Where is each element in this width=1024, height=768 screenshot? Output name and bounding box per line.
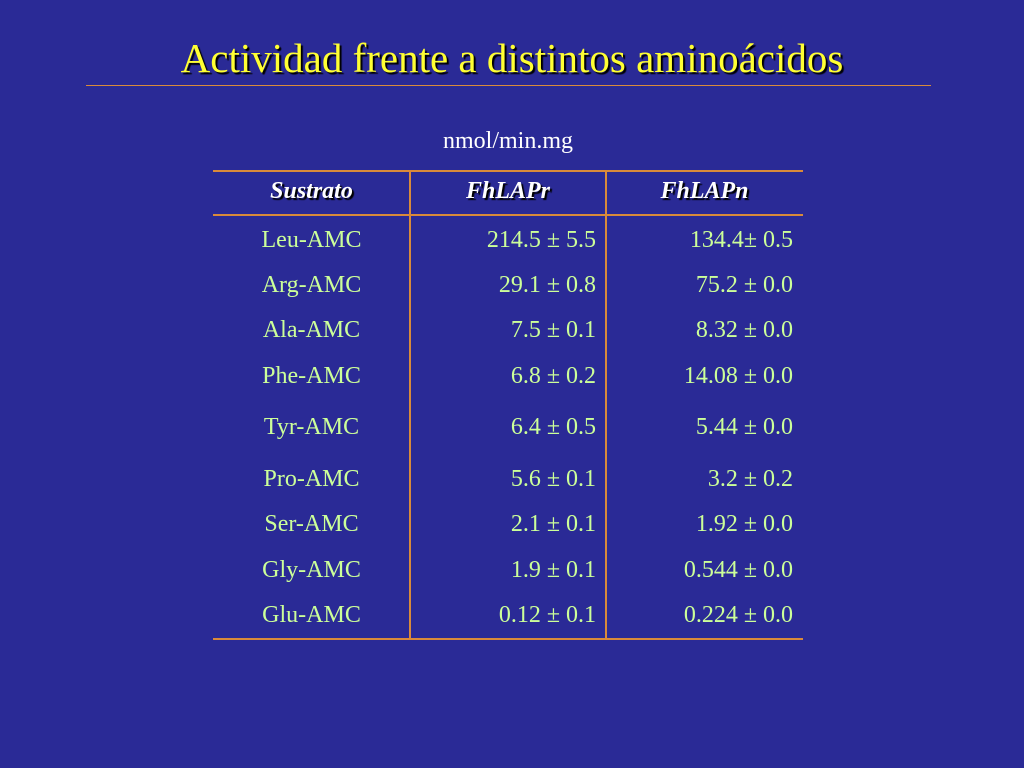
- fhlapr-value: 2.1 ± 0.1: [510, 511, 596, 537]
- fhlapn-value: 1.92 ± 0.0: [695, 511, 793, 537]
- substrate-cell: Leu-AMC: [261, 227, 362, 253]
- fhlapr-value: 214.5 ± 5.5: [486, 227, 596, 253]
- substrate-cell: Ser-AMC: [264, 511, 359, 537]
- fhlapr-value: 5.6 ± 0.1: [510, 466, 596, 492]
- fhlapr-value: 7.5 ± 0.1: [510, 317, 596, 343]
- table-row: [213, 361, 803, 391]
- substrate-cell: Arg-AMC: [261, 272, 362, 298]
- substrate-cell: Phe-AMC: [262, 363, 361, 389]
- table-row: [213, 509, 803, 539]
- substrate-cell: Ala-AMC: [262, 317, 361, 343]
- substrate-cell: Tyr-AMC: [263, 414, 360, 440]
- fhlapn-value: 3.2 ± 0.2: [707, 466, 793, 492]
- fhlapr-value: 6.4 ± 0.5: [510, 414, 596, 440]
- fhlapn-value: 5.44 ± 0.0: [695, 414, 793, 440]
- units-label: nmol/min.mg: [442, 128, 573, 154]
- header-fhlapn: FhLAPn: [660, 178, 749, 204]
- fhlapr-value: 0.12 ± 0.1: [498, 602, 596, 628]
- fhlapn-value: 0.224 ± 0.0: [683, 602, 793, 628]
- header-sustrato: Sustrato: [270, 178, 353, 204]
- table-row: [213, 600, 803, 630]
- fhlapn-value: 0.544 ± 0.0: [683, 557, 793, 583]
- fhlapn-value: 14.08 ± 0.0: [683, 363, 793, 389]
- fhlapr-value: 1.9 ± 0.1: [510, 557, 596, 583]
- table-header-rule: [213, 214, 803, 216]
- header-fhlapr: FhLAPr: [465, 178, 551, 204]
- table-row: [213, 412, 803, 442]
- title-divider: [86, 85, 931, 86]
- table-row: [213, 464, 803, 494]
- fhlapn-value: 75.2 ± 0.0: [695, 272, 793, 298]
- slide-title: Actividad frente a distintos aminoácidos: [180, 35, 844, 81]
- substrate-cell: Glu-AMC: [262, 602, 361, 628]
- substrate-cell: Gly-AMC: [262, 557, 361, 583]
- substrate-cell: Pro-AMC: [263, 466, 360, 492]
- table-top-rule: [213, 170, 803, 172]
- table-row: [213, 225, 803, 255]
- fhlapn-value: 8.32 ± 0.0: [695, 317, 793, 343]
- fhlapr-value: 29.1 ± 0.8: [498, 272, 596, 298]
- table-row: [213, 315, 803, 345]
- table-row: [213, 555, 803, 585]
- fhlapr-value: 6.8 ± 0.2: [510, 363, 596, 389]
- fhlapn-value: 134.4± 0.5: [689, 227, 793, 253]
- activity-table: [213, 170, 803, 640]
- table-row: [213, 270, 803, 300]
- table-bottom-rule: [213, 638, 803, 640]
